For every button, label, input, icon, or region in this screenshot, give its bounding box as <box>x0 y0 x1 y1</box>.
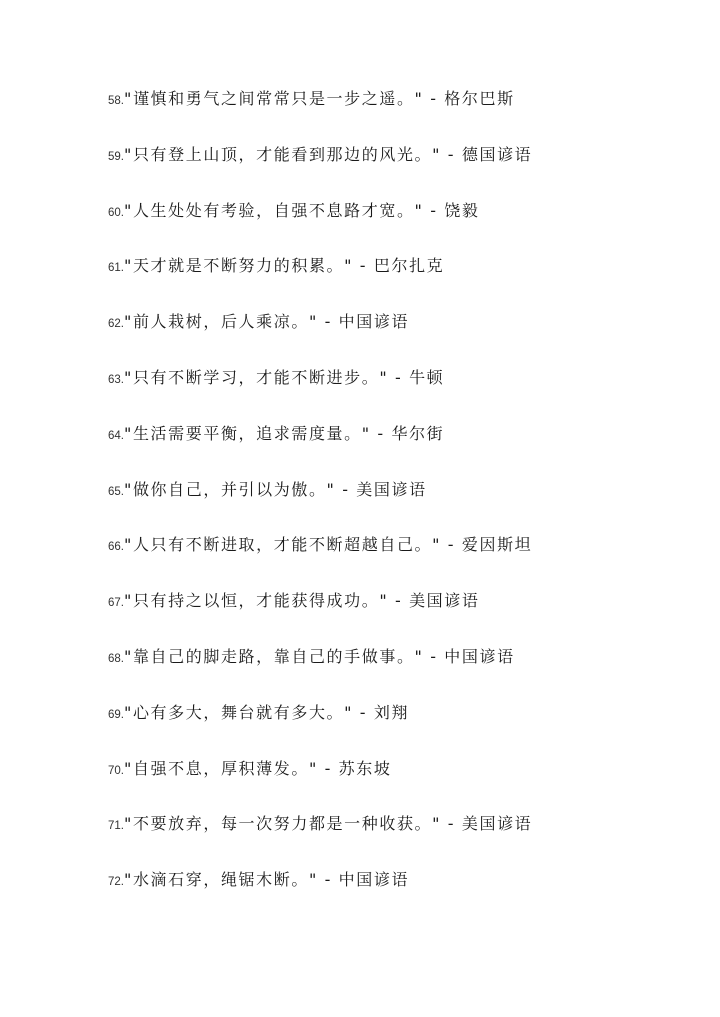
quote-item <box>108 698 532 754</box>
quote-text: "做你自己，并引以为傲。" - 美国谚语 <box>124 479 427 499</box>
quote-list <box>108 84 532 921</box>
quote-item <box>108 475 532 531</box>
quote-number: 69. <box>108 708 124 721</box>
quote-number: 66. <box>108 541 124 554</box>
quote-number: 68. <box>108 652 124 665</box>
quote-number: 60. <box>108 206 124 219</box>
quote-number: 58. <box>108 95 124 107</box>
quote-text: "人生处处有考验，自强不息路才宽。" - 饶毅 <box>124 200 480 220</box>
quote-number: 72. <box>108 876 124 889</box>
quote-number: 70. <box>108 764 124 777</box>
quote-text: "不要放弃，每一次努力都是一种收获。" - 美国谚语 <box>124 814 533 834</box>
quote-item <box>108 196 532 252</box>
quote-text: "靠自己的脚走路，靠自己的手做事。" - 中国谚语 <box>124 646 515 666</box>
quote-item <box>108 642 532 698</box>
quote-item <box>108 865 532 921</box>
quote-number: 65. <box>108 485 124 498</box>
quote-text: "天才就是不断努力的积累。" - 巴尔扎克 <box>124 256 445 276</box>
quote-item <box>108 307 532 363</box>
quote-item <box>108 586 532 642</box>
quote-number: 67. <box>108 597 124 610</box>
quote-number: 71. <box>108 820 124 833</box>
quote-text: "谨慎和勇气之间常常只是一步之遥。" - 格尔巴斯 <box>124 89 515 108</box>
quote-text: "自强不息，厚积薄发。" - 苏东坡 <box>124 758 392 778</box>
quote-number: 59. <box>108 150 124 163</box>
quote-text: "水滴石穿，绳锯木断。" - 中国谚语 <box>124 870 410 890</box>
quote-item <box>108 419 532 475</box>
quote-item <box>108 809 532 865</box>
quote-text: "只有持之以恒，才能获得成功。" - 美国谚语 <box>124 591 480 611</box>
quote-item <box>108 754 532 810</box>
quote-number: 62. <box>108 318 124 331</box>
quote-text: "只有登上山顶，才能看到那边的风光。" - 德国谚语 <box>124 144 533 164</box>
quote-number: 61. <box>108 262 124 275</box>
quote-text: "生活需要平衡，追求需度量。" - 华尔街 <box>124 423 445 443</box>
quote-text: "前人栽树，后人乘凉。" - 中国谚语 <box>124 312 410 332</box>
quote-number: 63. <box>108 373 124 386</box>
quote-item <box>108 140 532 196</box>
quote-item <box>108 530 532 586</box>
quote-text: "只有不断学习，才能不断进步。" - 牛顿 <box>124 367 445 387</box>
quote-text: "人只有不断进取，才能不断超越自己。" - 爱因斯坦 <box>124 535 533 555</box>
quote-item <box>108 363 532 419</box>
quote-number: 64. <box>108 429 124 442</box>
quote-text: "心有多大，舞台就有多大。" - 刘翔 <box>124 702 410 722</box>
quote-item <box>108 251 532 307</box>
quote-item <box>108 84 532 140</box>
